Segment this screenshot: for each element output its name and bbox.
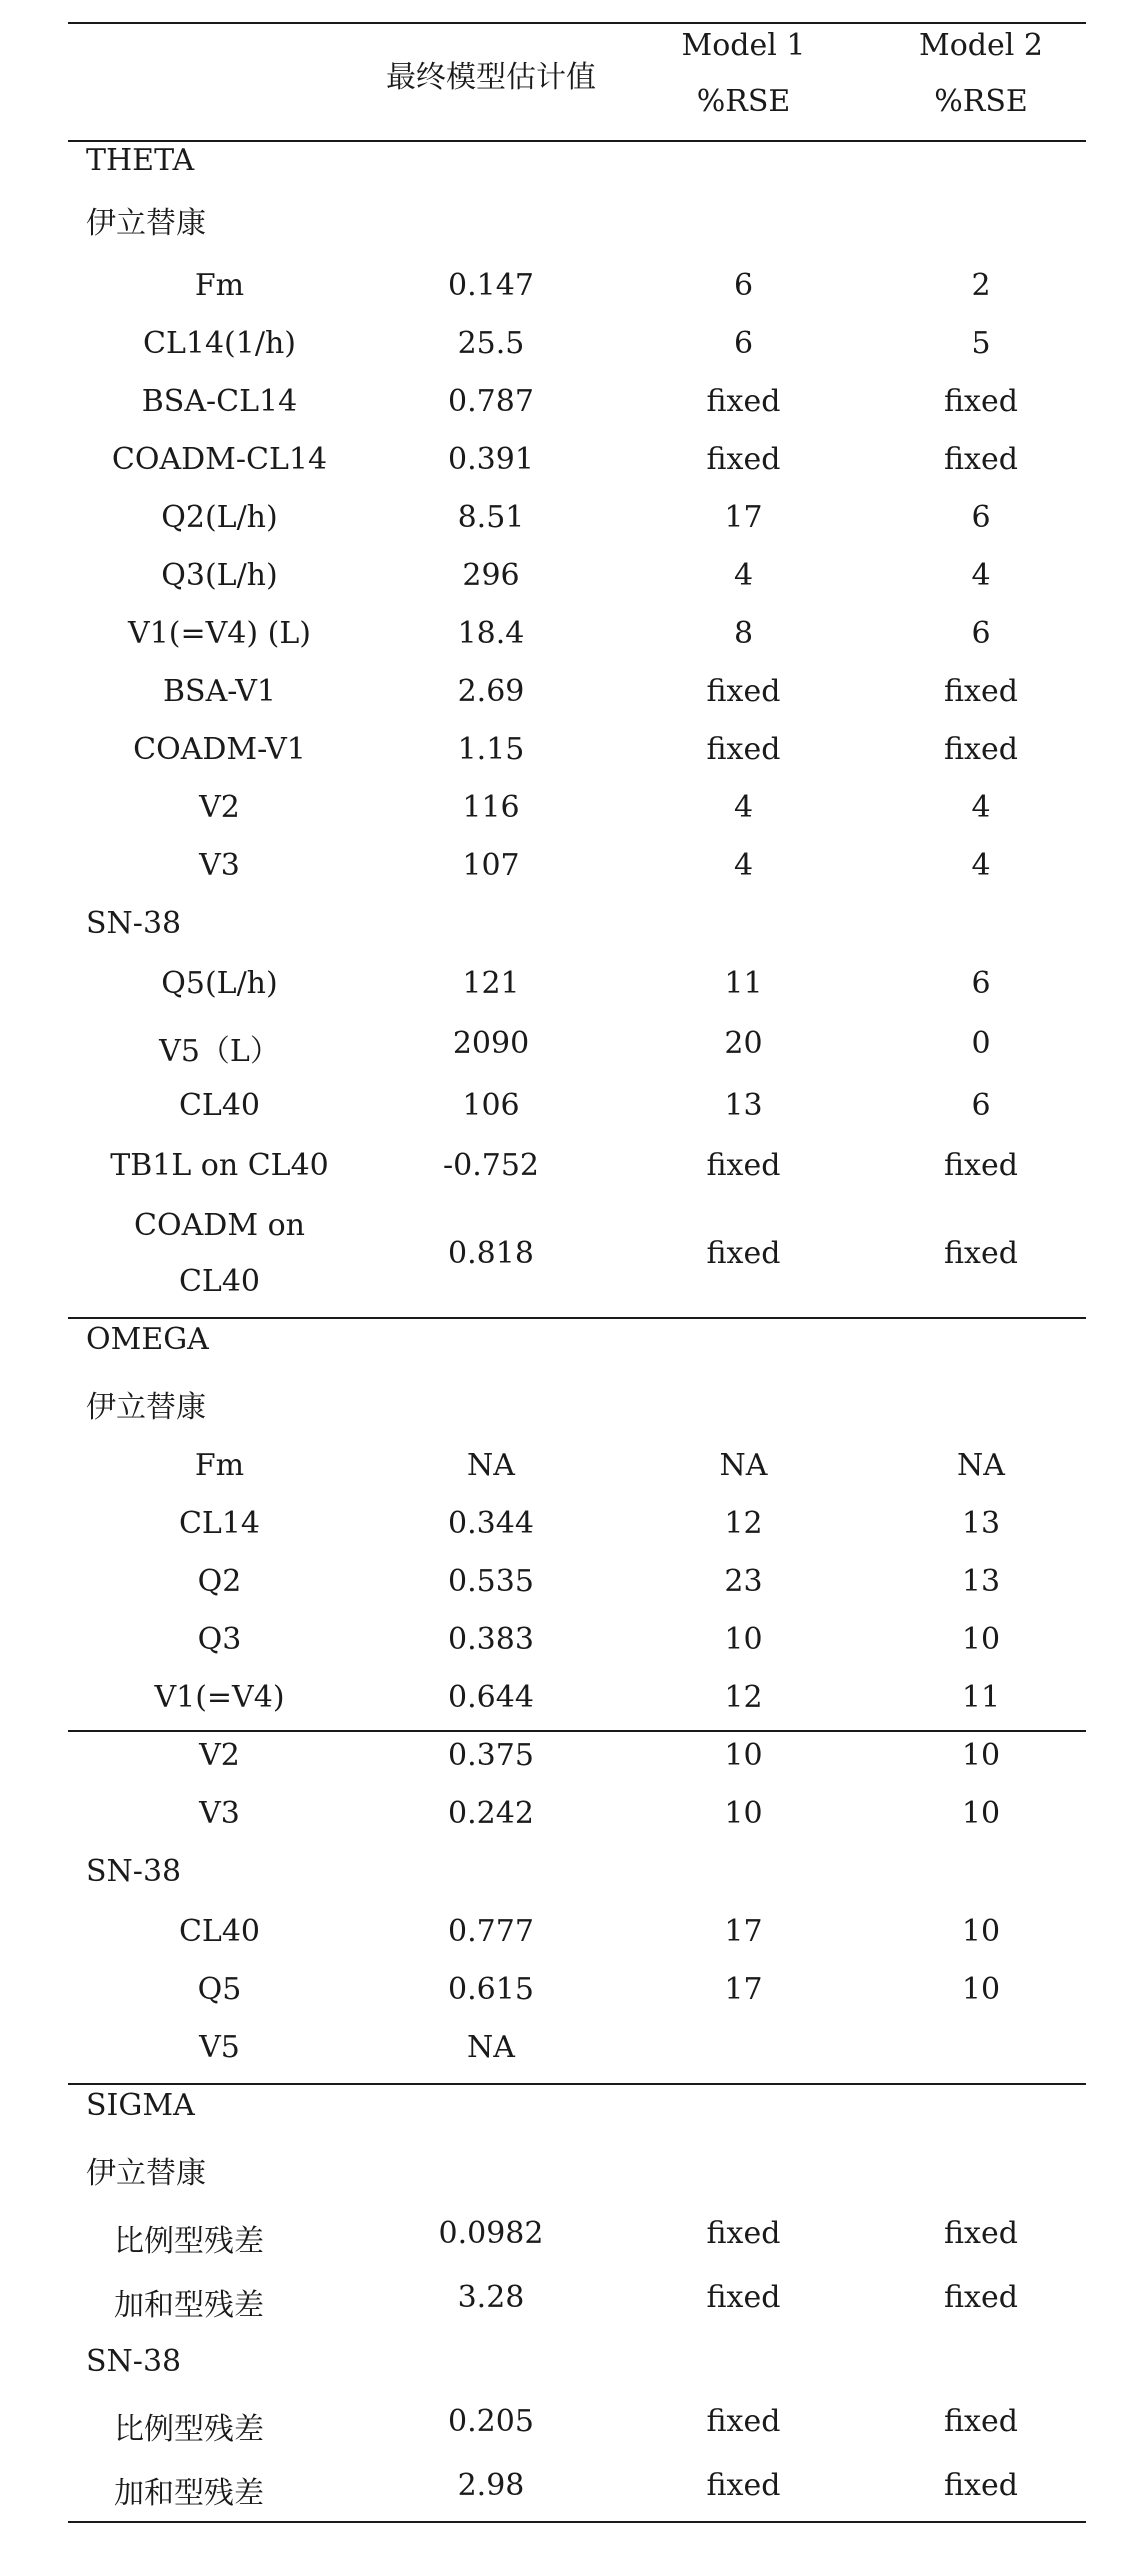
header-estimate: 最终模型估计值: [386, 60, 596, 95]
header-model1: Model 1: [681, 28, 806, 63]
subsection-sn38: SN-38: [86, 2344, 182, 2379]
section-omega: OMEGA: [86, 1322, 209, 1357]
subsection-irinotecan: 伊立替康: [86, 2156, 206, 2191]
omega-mid-divider: [68, 1730, 1086, 1732]
header-model1-rse: %RSE: [696, 84, 791, 119]
omega-sigma-divider: [68, 2083, 1086, 2085]
subsection-sn38: SN-38: [86, 1854, 182, 1889]
header-model2-rse: %RSE: [934, 84, 1028, 119]
table-bottom-rule: [68, 2521, 1086, 2523]
theta-omega-divider: [68, 1317, 1086, 1319]
section-sigma: SIGMA: [86, 2088, 195, 2123]
header-model2: Model 2: [919, 28, 1043, 63]
table-header: [0, 24, 1140, 140]
subsection-sn38: SN-38: [86, 906, 182, 941]
table-row: COADM on CL40 0.818 fixed fixed: [134, 1208, 1018, 1299]
section-theta: THETA: [86, 143, 195, 178]
subsection-irinotecan: 伊立替康: [86, 206, 206, 241]
parameter-table: 最终模型估计值 Model 1 %RSE Model 2 %RSE THETA 伊立替康 Fm 0.147 6 2 CL14(1/h) 25.5 6 5 BSA-CL14 0.787 fixed fixed COADM-CL14 0.391 fixed fixed Q2(L/h) 8.51 17 6 Q3(L/h) 296 4 4 V1(=V4) (L) 18.4 8 6 BSA-V1 2.69 fixed fixed COADM-V1 1.15 fixed fixed V2 116 4 4 V3 107 4 4 SN-38 Q5(L/h) 121 11 6 V5（L） 2090 20 0 CL40 106 13 6 TB1L on CL40 -0.752 fixed fixed COADM on CL40 0.818 fixed fixed OMEGA 伊立替康 Fm NA NA NA CL14 0.344 12 13 Q2 0.535 23 13 Q3 0.383 10 10 V1(=V4) 0.644 12 11 V2 0.375 10 10 V3 0.242 10 10 SN-38 CL40 0.777 17 10 Q5 0.615 17 10 V5 NA SIGMA 伊立替康 比例型残差 0.0982 fixed fixed 加和型残差 3.28 fixed fixed SN-38 比例型残差 0.205 fixed fixed 加和型残差 2.98 fixed fixed: [0, 0, 1140, 2558]
subsection-irinotecan: 伊立替康: [86, 1390, 206, 1425]
header-bottom-rule: [68, 140, 1086, 142]
